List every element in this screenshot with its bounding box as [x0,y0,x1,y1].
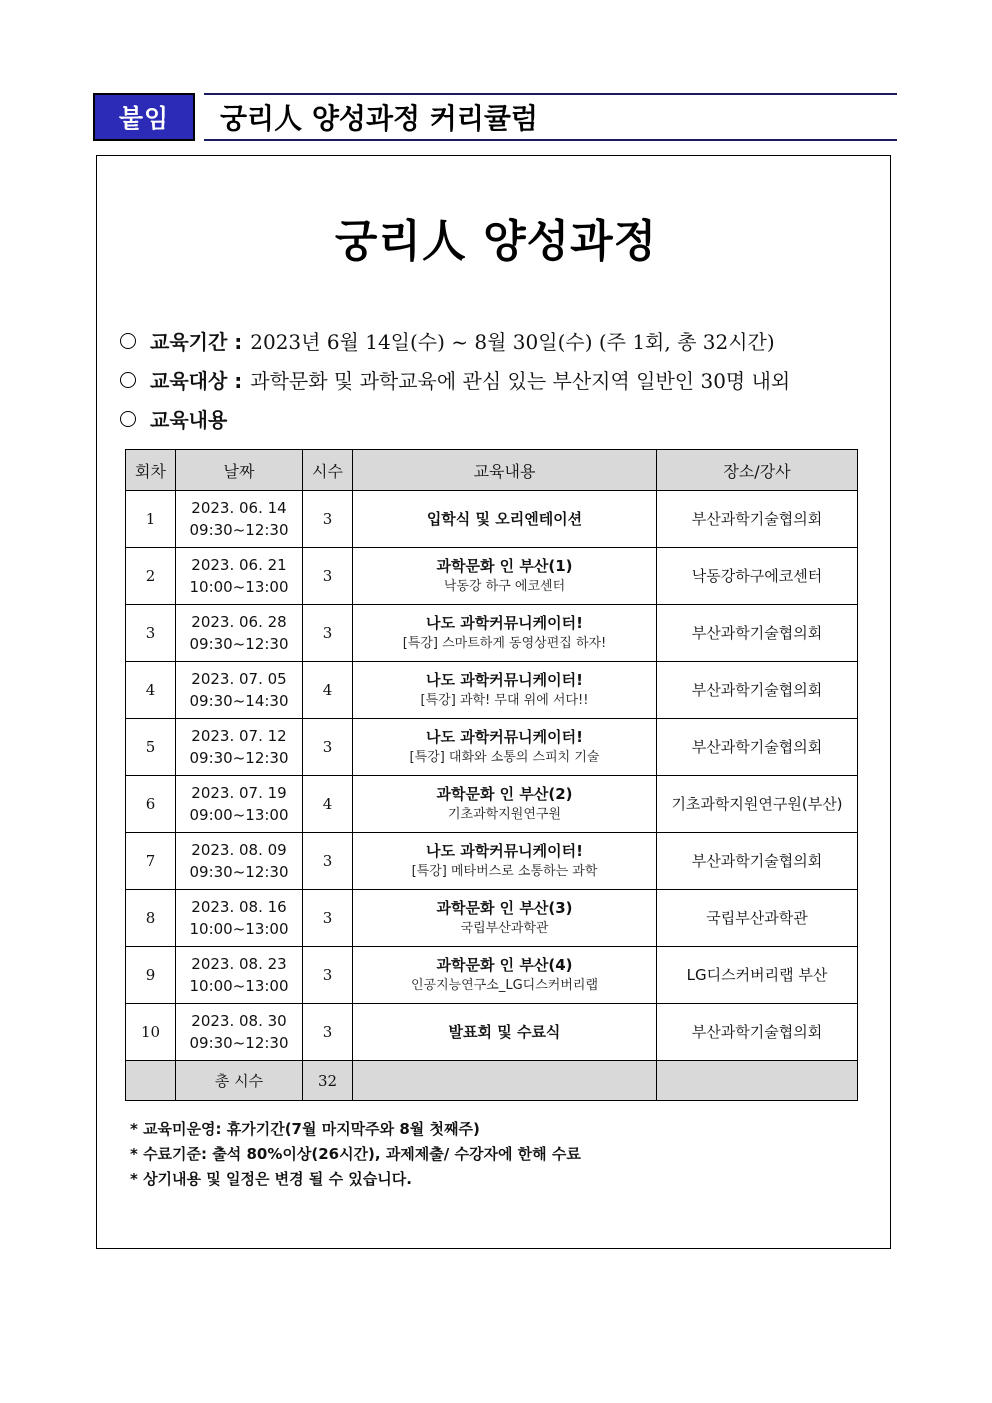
session-date-cell [176,719,303,776]
total-empty-cell [353,1061,657,1101]
session-place: 부산과학기술협의회 [657,1004,858,1061]
session-hours: 4 [303,662,353,719]
session-subtitle: [특강] 스마트하게 동영상편집 하자! [402,636,607,651]
session-hours: 3 [303,719,353,776]
session-hours: 3 [303,548,353,605]
circle-bullet-icon [120,372,136,388]
session-date-cell [176,548,303,605]
table-row [126,548,858,605]
session-number: 6 [126,776,176,833]
info-period [120,326,775,355]
session-number: 2 [126,548,176,605]
table-row [126,605,858,662]
info-content [120,404,235,433]
session-subtitle: 국립부산과학관 [460,921,549,936]
session-place: 부산과학기술협의회 [657,719,858,776]
session-number: 8 [126,890,176,947]
session-time: 10:00~13:00 [189,920,289,938]
session-subtitle: 낙동강 하구 에코센터 [443,579,566,594]
session-date: 2023. 08. 23 [191,955,287,973]
session-date-cell [176,1004,303,1061]
session-date: 2023. 07. 12 [191,727,287,745]
table-row [126,776,858,833]
session-time: 10:00~13:00 [189,578,289,596]
session-title: 나도 과학커뮤니케이터! [426,671,583,689]
session-content-cell [353,776,657,833]
session-subtitle: [특강] 메타버스로 소통하는 과학 [411,864,598,879]
session-hours: 3 [303,833,353,890]
session-time: 09:30~14:30 [189,692,289,710]
table-row [126,662,858,719]
session-content-cell [353,1004,657,1061]
session-number: 5 [126,719,176,776]
info-value: 과학문화 및 과학교육에 관심 있는 부산지역 일반인 30명 내외 [250,369,791,393]
session-place: 부산과학기술협의회 [657,605,858,662]
session-place: 낙동강하구에코센터 [657,548,858,605]
session-number: 10 [126,1004,176,1061]
attachment-badge: 붙임 [93,93,195,141]
session-title: 과학문화 인 부산(4) [436,956,573,974]
page-title: 궁리人 양성과정 [334,216,658,267]
session-place: LG디스커버리랩 부산 [657,947,858,1004]
session-date: 2023. 08. 30 [191,1012,287,1030]
session-date: 2023. 07. 05 [191,670,287,688]
session-title: 나도 과학커뮤니케이터! [426,842,583,860]
session-hours: 3 [303,947,353,1004]
session-title: 과학문화 인 부산(1) [436,557,573,575]
session-title: 과학문화 인 부산(2) [436,785,573,803]
session-title: 발표회 및 수료식 [448,1022,561,1041]
table-row [126,947,858,1004]
session-time: 09:30~12:30 [189,635,289,653]
table-row [126,719,858,776]
session-number: 9 [126,947,176,1004]
table-header-row [126,450,858,491]
circle-bullet-icon [120,411,136,427]
session-content-cell [353,947,657,1004]
session-place: 기초과학지원연구원(부산) [657,776,858,833]
note-item: * 상기내용 및 일정은 변경 될 수 있습니다. [130,1170,412,1188]
session-title: 과학문화 인 부산(3) [436,899,573,917]
session-subtitle: [특강] 대화와 소통의 스피치 기술 [409,750,600,765]
session-time: 09:30~12:30 [189,1034,289,1052]
session-number: 4 [126,662,176,719]
session-content-cell [353,719,657,776]
session-hours: 4 [303,776,353,833]
header-content: 교육내용 [353,450,657,491]
session-title: 입학식 및 오리엔테이션 [426,509,583,528]
session-place: 부산과학기술협의회 [657,662,858,719]
info-label: 교육기간 : [150,330,243,354]
total-label: 총 시수 [176,1061,303,1101]
session-date-cell [176,605,303,662]
notes [130,1117,581,1192]
session-place: 국립부산과학관 [657,890,858,947]
session-hours: 3 [303,890,353,947]
table-row [126,833,858,890]
session-subtitle: 기초과학지원연구원 [447,807,562,822]
session-content-cell [353,548,657,605]
session-subtitle: [특강] 과학! 무대 위에 서다!! [420,693,589,708]
header-session: 회차 [126,450,176,491]
info-label: 교육내용 [150,408,228,432]
session-title: 나도 과학커뮤니케이터! [426,728,583,746]
session-date: 2023. 07. 19 [191,784,287,802]
info-value: 2023년 6월 14일(수) ~ 8월 30일(수) (주 1회, 총 32시간) [250,330,775,354]
session-time: 09:00~13:00 [189,806,289,824]
session-place: 부산과학기술협의회 [657,491,858,548]
session-content-cell [353,890,657,947]
header-date: 날짜 [176,450,303,491]
session-date: 2023. 06. 28 [191,613,287,631]
session-date: 2023. 06. 14 [191,499,287,517]
header-title: 궁리人 양성과정 커리큘럼 [204,93,897,141]
session-hours: 3 [303,1004,353,1061]
session-date: 2023. 08. 16 [191,898,287,916]
session-time: 09:30~12:30 [189,863,289,881]
total-hours: 32 [303,1061,353,1101]
session-hours: 3 [303,491,353,548]
info-label: 교육대상 : [150,369,243,393]
session-content-cell [353,605,657,662]
info-target [120,365,790,394]
session-content-cell [353,662,657,719]
session-date-cell [176,776,303,833]
session-content-cell [353,491,657,548]
total-empty-cell [126,1061,176,1101]
session-content-cell [353,833,657,890]
session-subtitle: 인공지능연구소_LG디스커버리랩 [410,978,599,993]
session-time: 09:30~12:30 [189,749,289,767]
circle-bullet-icon [120,333,136,349]
session-number: 3 [126,605,176,662]
total-empty-cell [657,1061,858,1101]
session-place: 부산과학기술협의회 [657,833,858,890]
session-date-cell [176,947,303,1004]
curriculum-table [125,449,858,1101]
session-number: 7 [126,833,176,890]
note-item: * 교육미운영: 휴가기간(7월 마지막주와 8월 첫째주) [130,1120,480,1138]
table-row [126,1004,858,1061]
table-row [126,491,858,548]
session-time: 10:00~13:00 [189,977,289,995]
header-place: 장소/강사 [657,450,858,491]
session-title: 나도 과학커뮤니케이터! [426,614,583,632]
session-date: 2023. 08. 09 [191,841,287,859]
header-hours: 시수 [303,450,353,491]
total-row [126,1061,858,1101]
session-date-cell [176,662,303,719]
table-row [126,890,858,947]
session-hours: 3 [303,605,353,662]
note-item: * 수료기준: 출석 80%이상(26시간), 과제제출/ 수강자에 한해 수료 [130,1145,581,1163]
session-date-cell [176,833,303,890]
session-time: 09:30~12:30 [189,521,289,539]
session-number: 1 [126,491,176,548]
session-date-cell [176,491,303,548]
session-date-cell [176,890,303,947]
session-date: 2023. 06. 21 [191,556,287,574]
